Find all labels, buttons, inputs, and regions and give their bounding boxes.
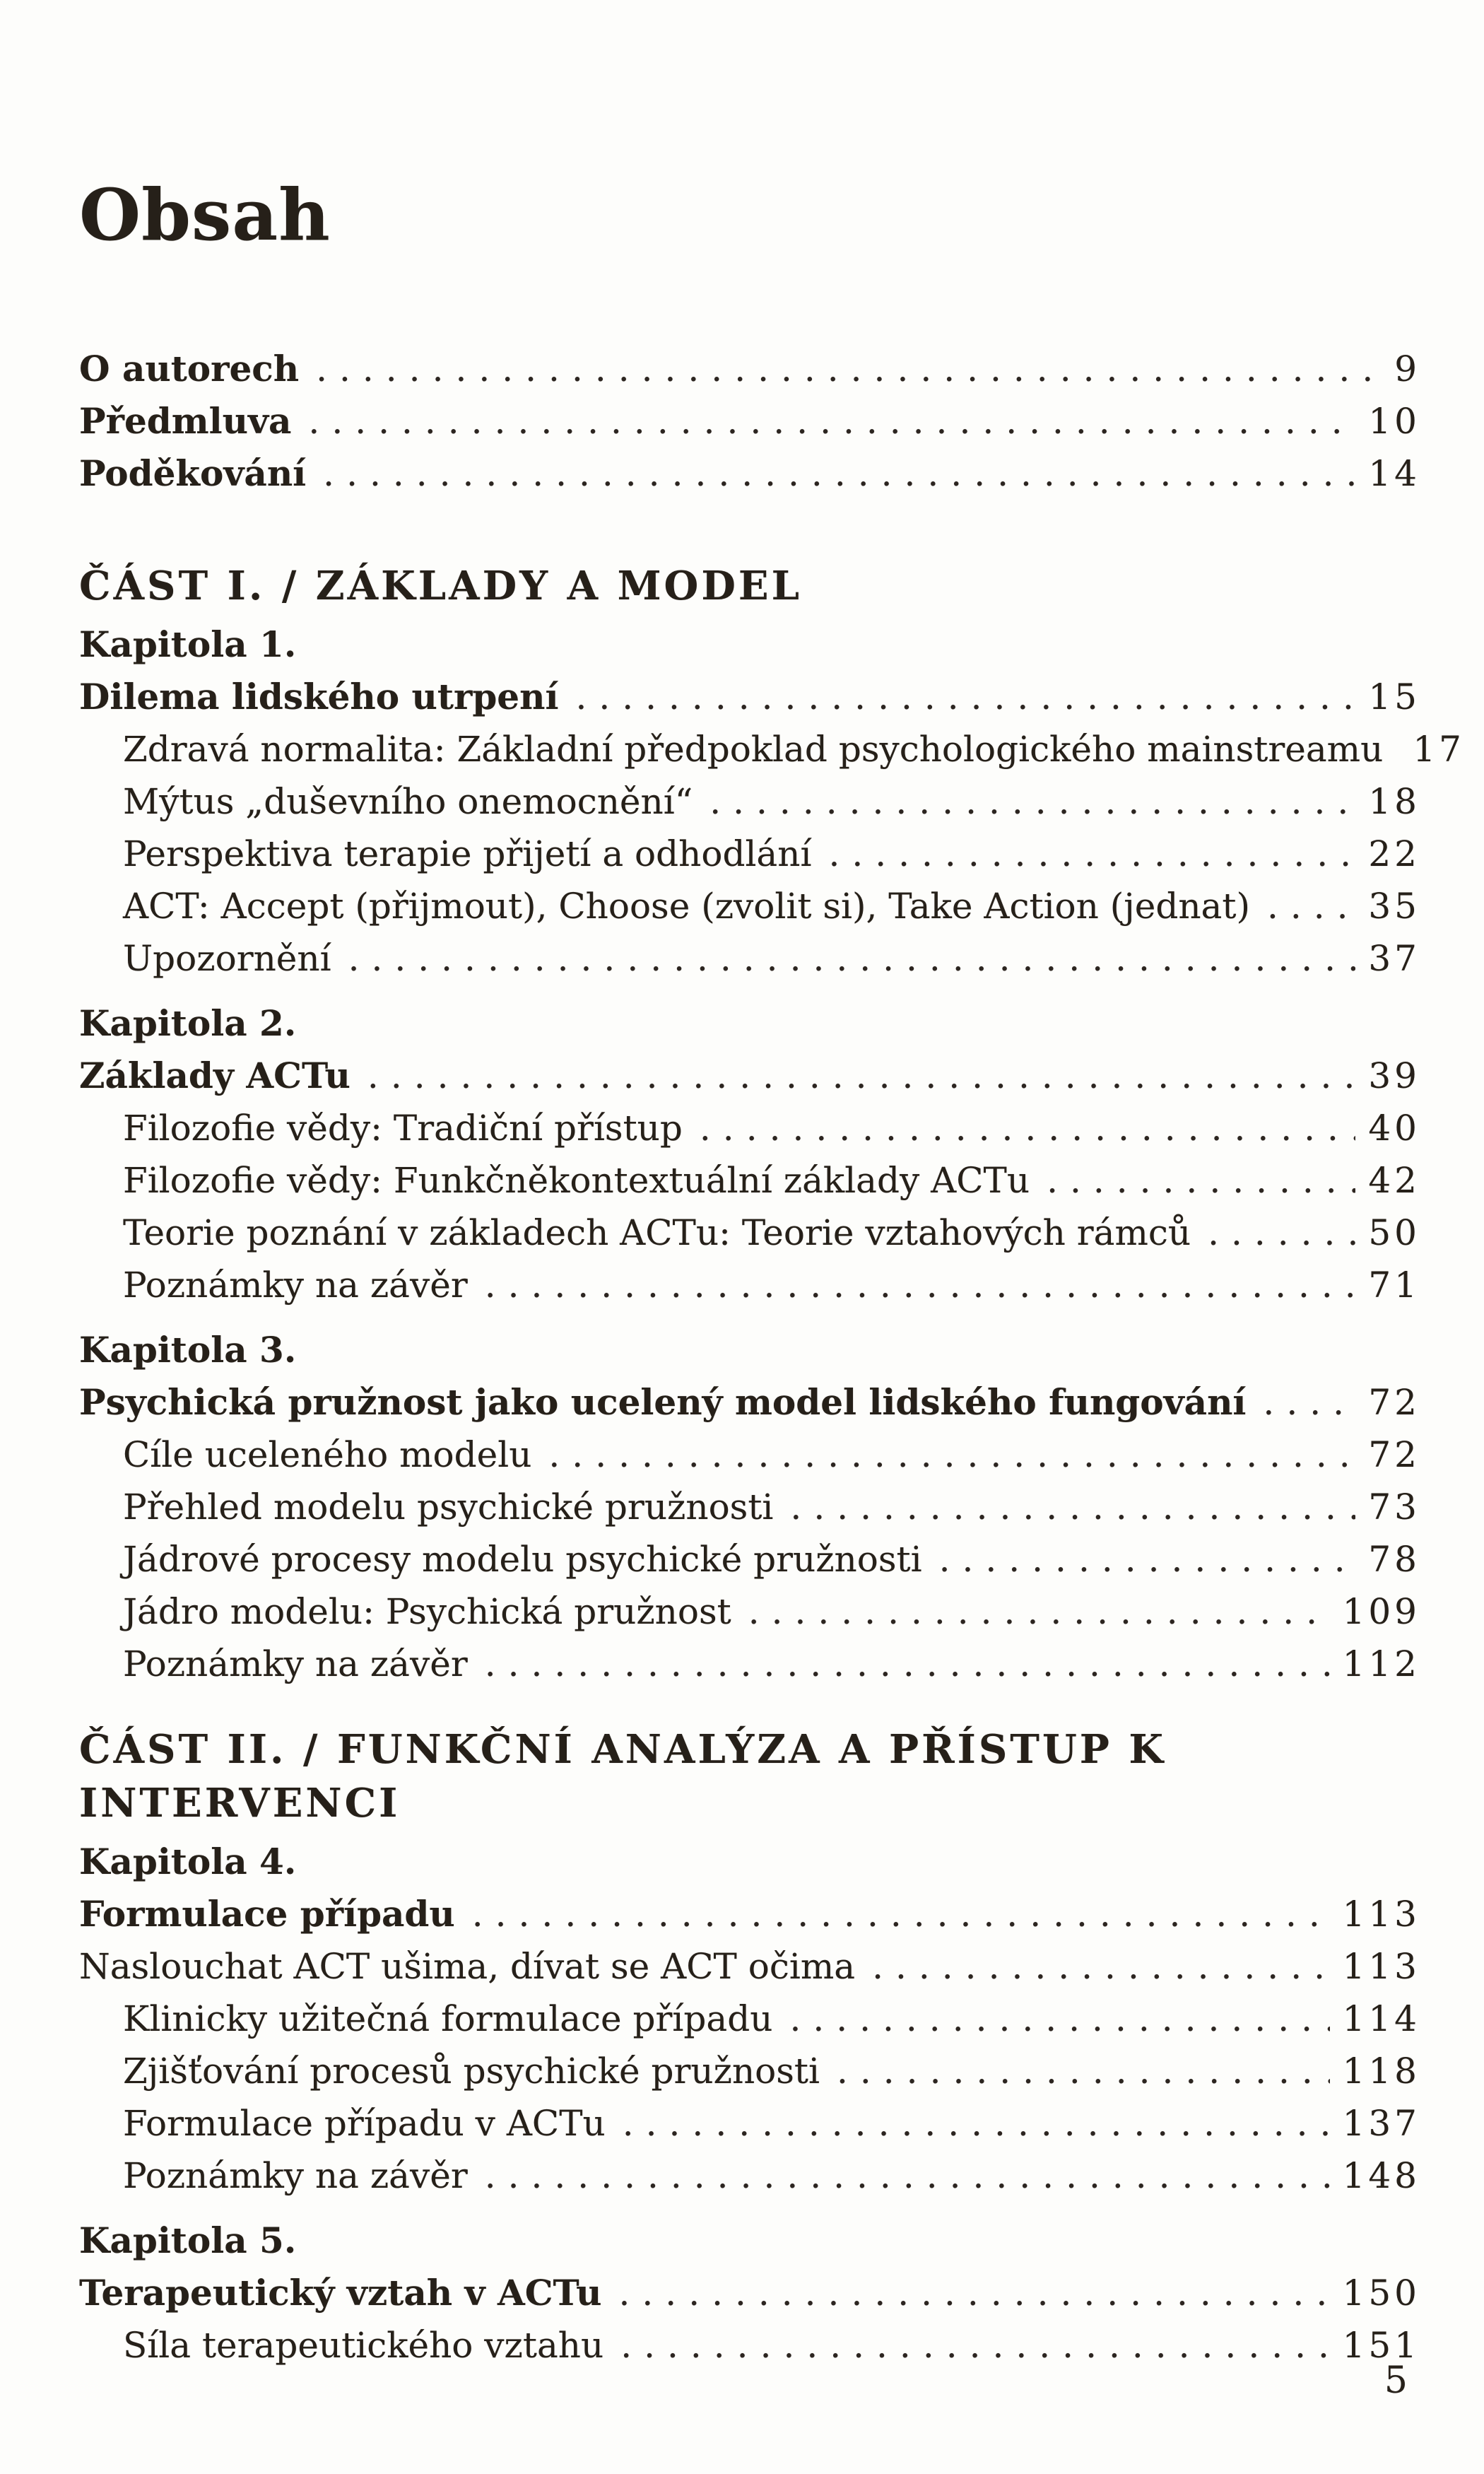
dot-leader [623, 2097, 1330, 2150]
page-number: 113 [1342, 1946, 1420, 1987]
toc-row [79, 2097, 1420, 2150]
toc-row [79, 671, 1420, 723]
toc-label: Formulace případu v ACTu [123, 2103, 606, 2144]
page-number: 50 [1368, 1212, 1420, 1253]
dot-leader [485, 1259, 1356, 1311]
toc-label: Psychická pružnost jako ucelený model lidského fungování [79, 1381, 1247, 1423]
toc-row [79, 1154, 1420, 1207]
toc-row [79, 828, 1420, 880]
toc-row [79, 1429, 1420, 1481]
dot-leader [1263, 1376, 1355, 1429]
page-number: 71 [1368, 1265, 1420, 1306]
chapter-heading: Kapitola 3. [79, 1329, 297, 1371]
toc-label: Klinicky užitečná formulace případu [123, 1998, 773, 2039]
dot-leader [709, 775, 1355, 828]
toc-label: Poznámky na závěr [123, 1643, 468, 1684]
toc-row [79, 1259, 1420, 1311]
dot-leader [620, 2319, 1329, 2372]
dot-leader [1267, 880, 1355, 932]
part-heading: ČÁST II. / FUNKČNÍ ANALÝZA A PŘÍSTUP K INTERVENCI [79, 1726, 1167, 1827]
toc-label: Dilema lidského utrpení [79, 676, 559, 717]
toc-row [79, 1481, 1420, 1533]
page-number: 137 [1342, 2103, 1420, 2144]
page-number: 40 [1368, 1108, 1420, 1149]
toc-label: Filozofie vědy: Funkčněkontextuální základy ACTu [123, 1160, 1030, 1201]
toc-row [79, 1585, 1420, 1638]
page-number: 118 [1342, 2051, 1420, 2092]
page-number: 37 [1368, 938, 1420, 979]
toc-label: Poznámky na závěr [123, 1265, 468, 1306]
dot-leader [316, 343, 1382, 395]
toc-label: Zjišťování procesů psychické pružnosti [123, 2051, 820, 2092]
toc-row [79, 1638, 1420, 1690]
toc-label: Předmluva [79, 400, 292, 442]
dot-leader [485, 2150, 1330, 2202]
toc-label: Formulace případu [79, 1893, 455, 1935]
toc-label: Zdravá normalita: Základní předpoklad psychologického mainstreamu [123, 729, 1384, 770]
page-number: 109 [1342, 1591, 1420, 1632]
toc-label: Teorie poznání v základech ACTu: Teorie vztahových rámců [123, 1212, 1191, 1253]
toc-label: Poznámky na závěr [123, 2155, 468, 2196]
chapter-heading: Kapitola 4. [79, 1841, 297, 1882]
dot-leader [472, 1888, 1330, 1940]
dot-leader [619, 2267, 1330, 2319]
page-number: 150 [1342, 2273, 1420, 2314]
chapter-heading: Kapitola 2. [79, 1002, 297, 1044]
dot-leader [323, 447, 1355, 500]
toc-label: Přehled modelu psychické pružnosti [123, 1487, 774, 1528]
toc-label: Upozornění [123, 938, 331, 979]
toc-row [79, 2045, 1420, 2097]
dot-leader [748, 1585, 1330, 1638]
dot-leader [790, 1481, 1355, 1533]
toc-row [79, 1940, 1420, 1993]
page-number: 72 [1368, 1382, 1420, 1423]
toc-row [79, 1050, 1420, 1102]
page-number: 35 [1368, 886, 1420, 927]
page-number: 114 [1342, 1998, 1420, 2039]
toc-label: Mýtus „duševního onemocnění“ [123, 781, 693, 822]
page-number: 151 [1342, 2325, 1420, 2366]
chapter-heading: Kapitola 1. [79, 623, 297, 665]
dot-leader [1208, 1207, 1355, 1259]
page-title: Obsah [79, 173, 331, 257]
dot-leader [575, 671, 1355, 723]
dot-leader [485, 1638, 1330, 1690]
toc-row [79, 932, 1420, 985]
toc-row [79, 2319, 1420, 2372]
toc-row [79, 1533, 1420, 1585]
page-number: 72 [1368, 1434, 1420, 1475]
toc-row [79, 1993, 1420, 2045]
page-number: 112 [1342, 1643, 1420, 1684]
toc-label: Filozofie vědy: Tradiční přístup [123, 1108, 683, 1149]
dot-leader [348, 932, 1356, 985]
toc-row [79, 447, 1420, 500]
page-number: 14 [1368, 453, 1420, 494]
front-matter [79, 343, 1420, 500]
toc-row [79, 395, 1420, 447]
toc-label: O autorech [79, 348, 300, 389]
toc-row [79, 1102, 1420, 1154]
chapter-heading: Kapitola 5. [79, 2220, 297, 2261]
toc-label: Naslouchat ACT ušima, dívat se ACT očima [79, 1946, 856, 1987]
toc-row [79, 343, 1420, 395]
dot-leader [367, 1050, 1355, 1102]
dot-leader [548, 1429, 1355, 1481]
toc-label: Perspektiva terapie přijetí a odhodlání [123, 833, 812, 874]
toc-row [79, 2150, 1420, 2202]
toc-label: Jádrové procesy modelu psychické pružnosti [123, 1539, 922, 1580]
dot-leader [789, 1993, 1329, 2045]
toc-row [79, 1207, 1420, 1259]
page-number: 15 [1368, 676, 1420, 717]
page-number: 17 [1413, 729, 1465, 770]
toc-label: Jádro modelu: Psychická pružnost [123, 1591, 731, 1632]
page-number: 39 [1368, 1055, 1420, 1096]
dot-leader [1047, 1154, 1355, 1207]
page-number: 42 [1368, 1160, 1420, 1201]
toc-row [79, 1376, 1420, 1429]
toc-row [79, 1888, 1420, 1940]
toc-row [79, 880, 1420, 932]
dot-leader [308, 395, 1355, 447]
toc-label: Poděkování [79, 452, 307, 494]
toc-label: Síla terapeutického vztahu [123, 2325, 604, 2366]
page-number: 22 [1368, 833, 1420, 874]
page-number: 73 [1368, 1487, 1420, 1528]
page-number: 113 [1342, 1894, 1420, 1935]
dot-leader [828, 828, 1355, 880]
page-number: 78 [1368, 1539, 1420, 1580]
toc-row [79, 2267, 1420, 2319]
dot-leader [872, 1940, 1329, 1993]
toc-row [79, 723, 1465, 775]
toc-label: Základy ACTu [79, 1055, 351, 1096]
folio-page-number: 5 [1384, 2359, 1408, 2402]
page-number: 18 [1368, 781, 1420, 822]
toc-label: Terapeutický vztah v ACTu [79, 2272, 602, 2314]
page-number: 10 [1368, 401, 1420, 442]
page-number: 9 [1394, 348, 1420, 389]
dot-leader [939, 1533, 1356, 1585]
toc-label: ACT: Accept (přijmout), Choose (zvolit si), Take Action (jednat) [123, 886, 1250, 927]
page-number: 148 [1342, 2155, 1420, 2196]
part-heading: ČÁST I. / ZÁKLADY A MODEL [79, 563, 802, 609]
toc-row [79, 775, 1420, 828]
dot-leader [700, 1102, 1355, 1154]
toc-label: Cíle uceleného modelu [123, 1434, 532, 1475]
dot-leader [837, 2045, 1330, 2097]
